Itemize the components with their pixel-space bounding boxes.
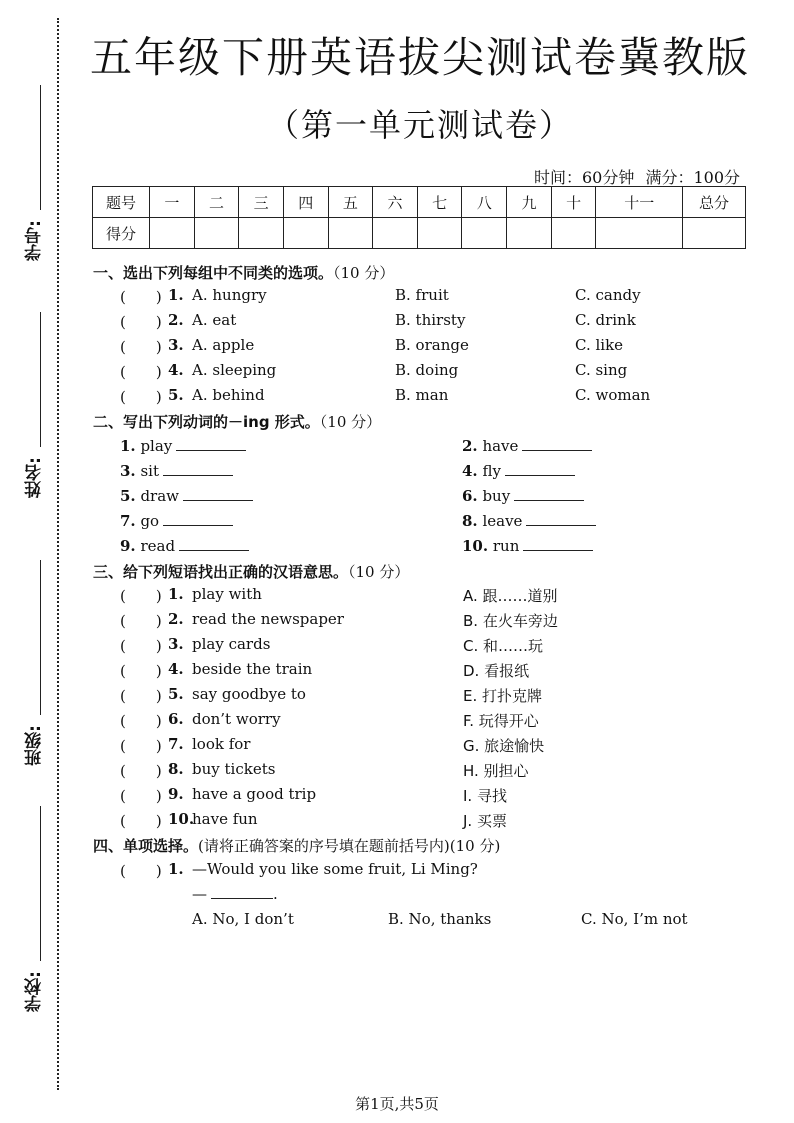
- chinese-meaning: F. 玩得开心: [463, 712, 539, 730]
- section3-row: [0, 785, 794, 809]
- score-header-cell: 二: [194, 187, 239, 218]
- score-cell[interactable]: [283, 218, 328, 249]
- exam-meta: [528, 165, 740, 188]
- answer-paren[interactable]: ( ): [120, 587, 162, 605]
- section4-question: [0, 860, 794, 884]
- score-cell[interactable]: [328, 218, 373, 249]
- section3-row: [0, 735, 794, 759]
- english-phrase: say goodbye to: [192, 685, 306, 703]
- section3-points: （10 分）: [348, 563, 410, 581]
- section1-heading: [93, 262, 394, 283]
- question-number: 1.: [168, 286, 184, 304]
- answer-blank[interactable]: [163, 461, 233, 476]
- answer-blank[interactable]: [179, 536, 249, 551]
- option-a: A. eat: [192, 311, 237, 329]
- section3-row: [0, 685, 794, 709]
- ing-item: [120, 436, 246, 455]
- ing-item: [462, 486, 584, 505]
- item-number: 3.: [120, 462, 136, 480]
- answer-paren[interactable]: ( ): [120, 687, 162, 705]
- binding-dotted-line: [57, 18, 59, 1090]
- score-header-cell: 九: [507, 187, 552, 218]
- chinese-meaning: C. 和……玩: [463, 637, 544, 655]
- option-b: B. orange: [395, 336, 469, 354]
- score-header-cell: 八: [462, 187, 507, 218]
- score-cell[interactable]: [551, 218, 596, 249]
- student-id-label: 学号:: [25, 220, 45, 261]
- option-c: C. No, I’m not: [581, 910, 688, 928]
- section2-points: （10 分）: [319, 413, 382, 431]
- answer-blank[interactable]: [163, 511, 233, 526]
- score-cell[interactable]: [462, 218, 507, 249]
- item-number: 1.: [120, 437, 136, 455]
- score-table-score-row: [93, 218, 746, 249]
- score-cell[interactable]: [194, 218, 239, 249]
- ing-item: [120, 461, 233, 480]
- verb: run: [492, 537, 520, 555]
- english-phrase: don’t worry: [192, 710, 281, 728]
- section3-row: [0, 810, 794, 834]
- answer-paren[interactable]: ( ): [120, 313, 162, 331]
- question-number: 8.: [168, 760, 184, 778]
- answer-period: .: [273, 885, 278, 903]
- answer-blank[interactable]: [523, 536, 593, 551]
- option-c: C. sing: [575, 361, 628, 379]
- score-header-cell: 十: [551, 187, 596, 218]
- verb: sit: [140, 462, 159, 480]
- option-b: B. No, thanks: [388, 910, 492, 928]
- item-number: 10.: [462, 537, 489, 555]
- score-cell[interactable]: [507, 218, 552, 249]
- verb: buy: [482, 487, 511, 505]
- section1-title: 一、选出下列每组中不同类的选项。: [93, 264, 334, 282]
- question-number: 4.: [168, 660, 184, 678]
- score-cell[interactable]: [239, 218, 284, 249]
- ing-item: [462, 461, 575, 480]
- question-number: 4.: [168, 361, 184, 379]
- score-cell[interactable]: [596, 218, 683, 249]
- section3-row: [0, 710, 794, 734]
- answer-blank[interactable]: [183, 486, 253, 501]
- section1-row: [0, 286, 794, 310]
- school-field[interactable]: [18, 806, 52, 1026]
- section4-note: (请将正确答案的序号填在题前括号内): [198, 837, 450, 855]
- score-header-cell: 总分: [683, 187, 746, 218]
- student-name-label: 姓名:: [25, 457, 45, 498]
- answer-paren[interactable]: ( ): [120, 862, 162, 880]
- answer-paren[interactable]: ( ): [120, 637, 162, 655]
- chinese-meaning: J. 买票: [463, 812, 507, 830]
- verb: leave: [482, 512, 523, 530]
- verb: fly: [482, 462, 501, 480]
- score-cell[interactable]: [150, 218, 195, 249]
- section1-row: [0, 361, 794, 385]
- section3-row: [0, 610, 794, 634]
- question-number: 1.: [168, 585, 184, 603]
- full-score: 满分：100分: [645, 168, 740, 187]
- score-header-cell: 五: [328, 187, 373, 218]
- section1-row: [0, 311, 794, 335]
- exam-subtitle: （第一单元测试卷）: [266, 106, 573, 144]
- answer-blank[interactable]: [176, 436, 246, 451]
- option-a: A. behind: [192, 386, 265, 404]
- section3-row: [0, 635, 794, 659]
- section4-heading: [93, 835, 500, 856]
- time-limit: 时间：60分钟: [533, 168, 635, 187]
- english-phrase: have fun: [192, 810, 258, 828]
- option-b: B. man: [395, 386, 449, 404]
- item-number: 8.: [462, 512, 478, 530]
- answer-line: [192, 884, 278, 903]
- item-number: 5.: [120, 487, 136, 505]
- answer-paren[interactable]: ( ): [120, 812, 162, 830]
- answer-paren[interactable]: ( ): [120, 712, 162, 730]
- section3-row: [0, 760, 794, 784]
- question-number: 5.: [168, 685, 184, 703]
- question-number: 2.: [168, 610, 184, 628]
- answer-paren[interactable]: ( ): [120, 338, 162, 356]
- verb: have: [482, 437, 519, 455]
- school-label: 学校:: [25, 971, 45, 1012]
- item-number: 4.: [462, 462, 478, 480]
- answer-blank[interactable]: [505, 461, 575, 476]
- answer-paren[interactable]: ( ): [120, 662, 162, 680]
- score-table-header-row: [93, 187, 746, 218]
- question-number: 7.: [168, 735, 184, 753]
- answer-paren[interactable]: ( ): [120, 762, 162, 780]
- answer-paren[interactable]: ( ): [120, 363, 162, 381]
- answer-paren[interactable]: ( ): [120, 288, 162, 306]
- english-phrase: read the newspaper: [192, 610, 344, 628]
- question-number: 3.: [168, 336, 184, 354]
- item-number: 9.: [120, 537, 136, 555]
- section1-row: [0, 336, 794, 360]
- score-header-cell: 题号: [93, 187, 150, 218]
- ing-item: [462, 536, 593, 555]
- option-c: C. drink: [575, 311, 636, 329]
- section3-title: 三、给下列短语找出正确的汉语意思。: [93, 563, 349, 581]
- option-b: B. fruit: [395, 286, 449, 304]
- section3-row: [0, 660, 794, 684]
- chinese-meaning: G. 旅途愉快: [463, 737, 545, 755]
- section4-title: 四、单项选择。: [93, 837, 199, 855]
- question-number: 5.: [168, 386, 184, 404]
- english-phrase: play cards: [192, 635, 271, 653]
- chinese-meaning: H. 别担心: [463, 762, 529, 780]
- question-number: 6.: [168, 710, 184, 728]
- answer-blank[interactable]: [526, 511, 596, 526]
- verb: read: [140, 537, 176, 555]
- question-number: 3.: [168, 635, 184, 653]
- ing-item: [462, 511, 596, 530]
- score-header-cell: 七: [417, 187, 462, 218]
- section1-row: [0, 386, 794, 410]
- section1-points: （10 分）: [333, 264, 395, 282]
- question-number: 1.: [168, 860, 184, 878]
- option-c: C. candy: [575, 286, 641, 304]
- ing-item: [120, 536, 249, 555]
- exam-title: 五年级下册英语拔尖测试卷冀教版: [90, 33, 751, 82]
- answer-blank[interactable]: [514, 486, 584, 501]
- section3-heading: [93, 561, 409, 582]
- ing-item: [462, 436, 592, 455]
- item-number: 6.: [462, 487, 478, 505]
- chinese-meaning: E. 打扑克牌: [463, 687, 543, 705]
- answer-paren[interactable]: ( ): [120, 737, 162, 755]
- score-header-cell: 四: [283, 187, 328, 218]
- option-b: B. doing: [395, 361, 459, 379]
- score-cell[interactable]: [683, 218, 746, 249]
- score-cell[interactable]: [417, 218, 462, 249]
- question-number: 2.: [168, 311, 184, 329]
- section2-heading: [93, 411, 381, 432]
- answer-blank[interactable]: [211, 884, 273, 899]
- score-header-cell: 一: [150, 187, 195, 218]
- option-a: A. No, I don’t: [192, 910, 294, 928]
- class-label: 班级:: [25, 725, 45, 766]
- section2-title: 二、写出下列动词的－ing 形式。: [93, 413, 320, 431]
- verb: draw: [140, 487, 180, 505]
- chinese-meaning: B. 在火车旁边: [463, 612, 558, 630]
- ing-item: [120, 511, 233, 530]
- chinese-meaning: I. 寻找: [463, 787, 507, 805]
- answer-dash: —: [192, 885, 207, 903]
- score-cell[interactable]: [373, 218, 418, 249]
- section4-points: (10 分): [449, 837, 501, 855]
- option-c: C. woman: [575, 386, 651, 404]
- chinese-meaning: D. 看报纸: [463, 662, 530, 680]
- answer-blank[interactable]: [522, 436, 592, 451]
- english-phrase: beside the train: [192, 660, 313, 678]
- english-phrase: play with: [192, 585, 262, 603]
- english-phrase: look for: [192, 735, 251, 753]
- chinese-meaning: A. 跟……道别: [463, 587, 558, 605]
- answer-paren[interactable]: ( ): [120, 388, 162, 406]
- question-number: 9.: [168, 785, 184, 803]
- option-c: C. like: [575, 336, 624, 354]
- page-number: 第1页,共5页: [355, 1095, 439, 1113]
- english-phrase: have a good trip: [192, 785, 317, 803]
- option-b: B. thirsty: [395, 311, 466, 329]
- item-number: 7.: [120, 512, 136, 530]
- score-header-cell: 三: [239, 187, 284, 218]
- item-number: 2.: [462, 437, 478, 455]
- section3-row: [0, 585, 794, 609]
- score-table: [92, 186, 746, 249]
- option-a: A. sleeping: [192, 361, 277, 379]
- score-row-label: 得分: [93, 218, 150, 249]
- student-id-field[interactable]: [18, 85, 52, 275]
- score-header-cell: 十一: [596, 187, 683, 218]
- option-a: A. apple: [192, 336, 255, 354]
- score-header-cell: 六: [373, 187, 418, 218]
- english-phrase: buy tickets: [192, 760, 276, 778]
- question-text: —Would you like some fruit, Li Ming?: [192, 860, 478, 878]
- verb: go: [140, 512, 160, 530]
- option-a: A. hungry: [192, 286, 267, 304]
- answer-paren[interactable]: ( ): [120, 787, 162, 805]
- ing-item: [120, 486, 253, 505]
- verb: play: [140, 437, 173, 455]
- answer-paren[interactable]: ( ): [120, 612, 162, 630]
- question-number: 10.: [168, 810, 195, 828]
- student-id-line: [40, 85, 41, 210]
